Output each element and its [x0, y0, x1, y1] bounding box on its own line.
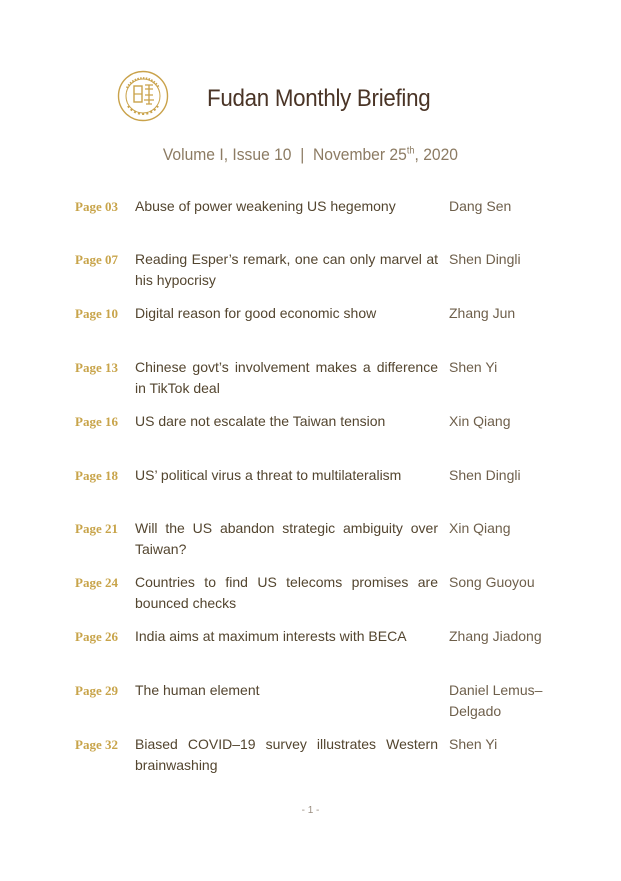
toc-article-title: The human element	[135, 682, 260, 698]
toc-page-number: Page 18	[75, 468, 118, 483]
fudan-university-seal-logo	[117, 70, 169, 122]
toc-author: Shen Dingli	[449, 467, 521, 483]
toc-author: Zhang Jun	[449, 305, 516, 321]
briefing-title: Fudan Monthly Briefing	[207, 85, 431, 112]
toc-page-number: Page 13	[75, 360, 118, 375]
toc-page-number: Page 16	[75, 414, 118, 429]
toc-page-number: Page 29	[75, 683, 118, 698]
issue-line	[0, 145, 621, 165]
toc-author: Dang Sen	[449, 198, 512, 214]
toc-article-title: Digital reason for good economic show	[135, 305, 377, 321]
toc-article-title: US dare not escalate the Taiwan tension	[135, 413, 386, 429]
toc-article-title: Will the US abandon strategic ambiguity over Taiwan?	[135, 520, 438, 557]
toc-author: Xin Qiang	[449, 413, 511, 429]
toc-page-number: Page 24	[75, 575, 118, 590]
toc-page-number: Page 07	[75, 252, 118, 267]
toc-page-number: Page 21	[75, 521, 118, 536]
toc-author: Song Guoyou	[449, 574, 535, 590]
toc-author: Xin Qiang	[449, 520, 511, 536]
toc-page-number: Page 10	[75, 306, 118, 321]
toc-author: Shen Dingli	[449, 251, 521, 267]
toc-page-number: Page 32	[75, 737, 118, 752]
toc-author: Daniel Lemus–Delgado	[449, 682, 543, 719]
toc-article-title: India aims at maximum interests with BECA	[135, 628, 407, 644]
toc-article-title: Chinese govt’s involvement makes a difference in TikTok deal	[135, 359, 438, 396]
toc-article-title: Countries to find US telecoms promises are bounced checks	[135, 574, 438, 611]
toc-author: Shen Yi	[449, 736, 498, 752]
toc-article-title: Reading Esper’s remark, one can only marvel at his hypocrisy	[135, 251, 438, 288]
issue-text: Volume I, Issue 10 | November 25	[162, 145, 407, 164]
issue-year: , 2020	[414, 145, 459, 164]
toc-author: Zhang Jiadong	[449, 628, 542, 644]
toc-author: Shen Yi	[449, 359, 498, 375]
issue-date-superscript: th	[406, 145, 415, 157]
toc-page-number: Page 26	[75, 629, 118, 644]
toc-article-title: Biased COVID–19 survey illustrates Western brainwashing	[135, 736, 438, 773]
toc-article-title: US’ political virus a threat to multilateralism	[135, 467, 402, 483]
toc-article-title: Abuse of power weakening US hegemony	[135, 198, 396, 214]
toc-page-number: Page 03	[75, 199, 118, 214]
page-number-footer: - 1 -	[301, 805, 320, 816]
